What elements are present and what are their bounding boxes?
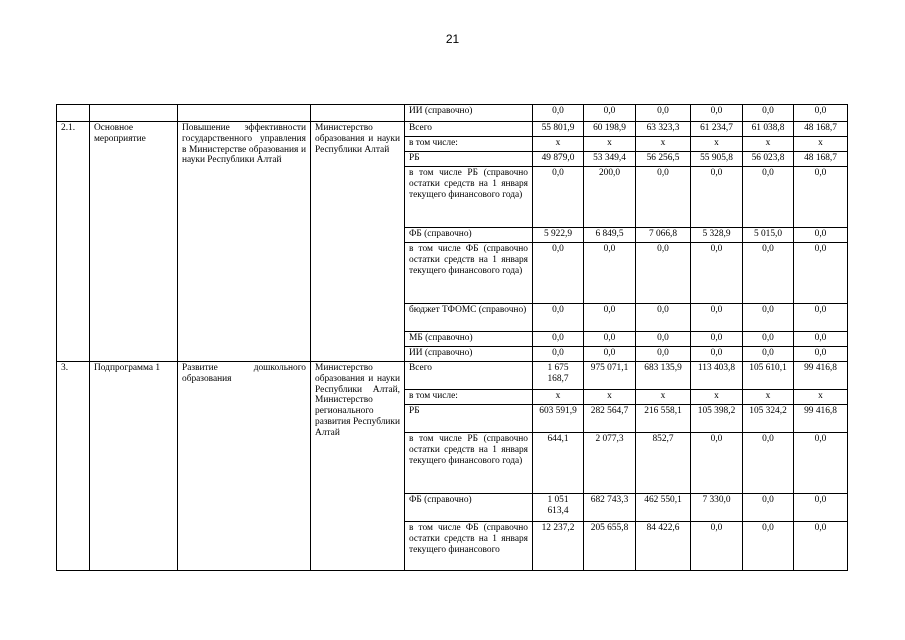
value-cell: 61 038,8 [743,122,794,137]
value-cell: 113 403,8 [691,362,743,390]
value-cell: x [533,137,584,152]
value-cell: 105 610,1 [743,362,794,390]
value-cell: 0,0 [533,105,584,122]
value-cell: 0,0 [794,243,848,304]
value-cell: 0,0 [743,304,794,332]
value-cell: 6 849,5 [584,228,636,243]
value-cell: 975 071,1 [584,362,636,390]
value-cell: 0,0 [636,167,691,228]
value-cell: 0,0 [636,105,691,122]
value-cell: 60 198,9 [584,122,636,137]
value-cell: 1 051 613,4 [533,494,584,522]
funding-source: ФБ (справочно) [405,228,533,243]
value-cell: 0,0 [691,243,743,304]
value-cell: 7 330,0 [691,494,743,522]
value-cell: 0,0 [743,105,794,122]
value-cell: 0,0 [794,304,848,332]
value-cell: x [636,390,691,405]
value-cell: 205 655,8 [584,522,636,571]
value-cell: 0,0 [533,304,584,332]
funding-source: Всего [405,362,533,390]
row-number: 2.1. [57,122,90,362]
value-cell: 462 550,1 [636,494,691,522]
value-cell: 55 801,9 [533,122,584,137]
funding-source: в том числе ФБ (справочно остатки средств на 1 января текущего финансового года) [405,243,533,304]
value-cell: 0,0 [584,243,636,304]
value-cell: x [794,137,848,152]
table-row [57,105,848,122]
value-cell: x [691,137,743,152]
value-cell: 5 015,0 [743,228,794,243]
value-cell: 0,0 [691,304,743,332]
funding-source: в том числе ФБ (справочно остатки средств на 1 января текущего финансового [405,522,533,571]
page-number: 21 [445,32,460,46]
value-cell: 12 237,2 [533,522,584,571]
value-cell: 2 077,3 [584,433,636,494]
value-cell: 0,0 [794,522,848,571]
value-cell: 216 558,1 [636,405,691,433]
value-cell: 48 168,7 [794,152,848,167]
funding-source: РБ [405,152,533,167]
value-cell: 48 168,7 [794,122,848,137]
value-cell: x [794,390,848,405]
value-cell: 56 023,8 [743,152,794,167]
value-cell: 0,0 [691,332,743,347]
value-cell: 49 879,0 [533,152,584,167]
row-name: Повышение эффективности государственного управления в Министерстве образования и науки Республики Алтай [178,122,311,362]
funding-source: Всего [405,122,533,137]
row-number: 3. [57,362,90,571]
funding-source: в том числе РБ (справочно остатки средств на 1 января текущего финансового года) [405,433,533,494]
value-cell: 0,0 [743,433,794,494]
funding-source: в том числе: [405,390,533,405]
value-cell: 99 416,8 [794,362,848,390]
funding-source: бюджет ТФОМС (справочно) [405,304,533,332]
value-cell: 0,0 [794,433,848,494]
value-cell: x [636,137,691,152]
value-cell: 0,0 [533,332,584,347]
value-cell: 84 422,6 [636,522,691,571]
value-cell: 0,0 [743,494,794,522]
funding-source: в том числе: [405,137,533,152]
value-cell: 0,0 [743,243,794,304]
value-cell: 0,0 [533,243,584,304]
value-cell: 282 564,7 [584,405,636,433]
value-cell: x [584,390,636,405]
row-status: Основное мероприятие [90,122,178,362]
value-cell: 0,0 [533,347,584,362]
value-cell: 0,0 [584,347,636,362]
value-cell: 0,0 [636,347,691,362]
table-row [57,362,848,390]
value-cell: 0,0 [636,332,691,347]
value-cell: 0,0 [743,167,794,228]
value-cell: 0,0 [584,105,636,122]
funding-source: МБ (справочно) [405,332,533,347]
value-cell: 5 328,9 [691,228,743,243]
value-cell: 105 324,2 [743,405,794,433]
value-cell: 0,0 [743,522,794,571]
value-cell: 61 234,7 [691,122,743,137]
value-cell: 200,0 [584,167,636,228]
value-cell: 0,0 [533,167,584,228]
value-cell: 0,0 [794,167,848,228]
value-cell: 5 922,9 [533,228,584,243]
value-cell: 683 135,9 [636,362,691,390]
value-cell: 105 398,2 [691,405,743,433]
value-cell: 682 743,3 [584,494,636,522]
value-cell: x [691,390,743,405]
value-cell: 0,0 [636,304,691,332]
value-cell: 0,0 [691,347,743,362]
value-cell: 603 591,9 [533,405,584,433]
funding-source: ФБ (справочно) [405,494,533,522]
value-cell: 0,0 [794,228,848,243]
value-cell: 0,0 [691,433,743,494]
table-row [57,122,848,137]
value-cell: 7 066,8 [636,228,691,243]
value-cell: 0,0 [743,347,794,362]
row-status: Подпрограмма 1 [90,362,178,571]
value-cell: 644,1 [533,433,584,494]
row-executor: Министерство образования и науки Республики Алтай, Министерство регионального развития Республики Алтай [311,362,405,571]
value-cell: 0,0 [794,347,848,362]
value-cell: x [743,390,794,405]
funding-source: в том числе РБ (справочно остатки средств на 1 января текущего финансового года) [405,167,533,228]
funding-source: РБ [405,405,533,433]
funding-source: ИИ (справочно) [405,105,533,122]
value-cell: x [743,137,794,152]
value-cell: 0,0 [794,332,848,347]
value-cell: 0,0 [691,522,743,571]
value-cell: 0,0 [691,105,743,122]
value-cell: 0,0 [743,332,794,347]
value-cell: 55 905,8 [691,152,743,167]
value-cell: 0,0 [584,332,636,347]
value-cell: 0,0 [584,304,636,332]
value-cell: 1 675 168,7 [533,362,584,390]
value-cell: 0,0 [691,167,743,228]
value-cell: 0,0 [794,494,848,522]
funding-source: ИИ (справочно) [405,347,533,362]
row-name: Развитие дошкольного образования [178,362,311,571]
value-cell: 63 323,3 [636,122,691,137]
value-cell: 56 256,5 [636,152,691,167]
value-cell: x [584,137,636,152]
value-cell: 852,7 [636,433,691,494]
value-cell: 99 416,8 [794,405,848,433]
row-executor: Министерство образования и науки Республики Алтай [311,122,405,362]
value-cell: 53 349,4 [584,152,636,167]
budget-table [56,104,848,571]
value-cell: 0,0 [636,243,691,304]
value-cell: 0,0 [794,105,848,122]
value-cell: x [533,390,584,405]
